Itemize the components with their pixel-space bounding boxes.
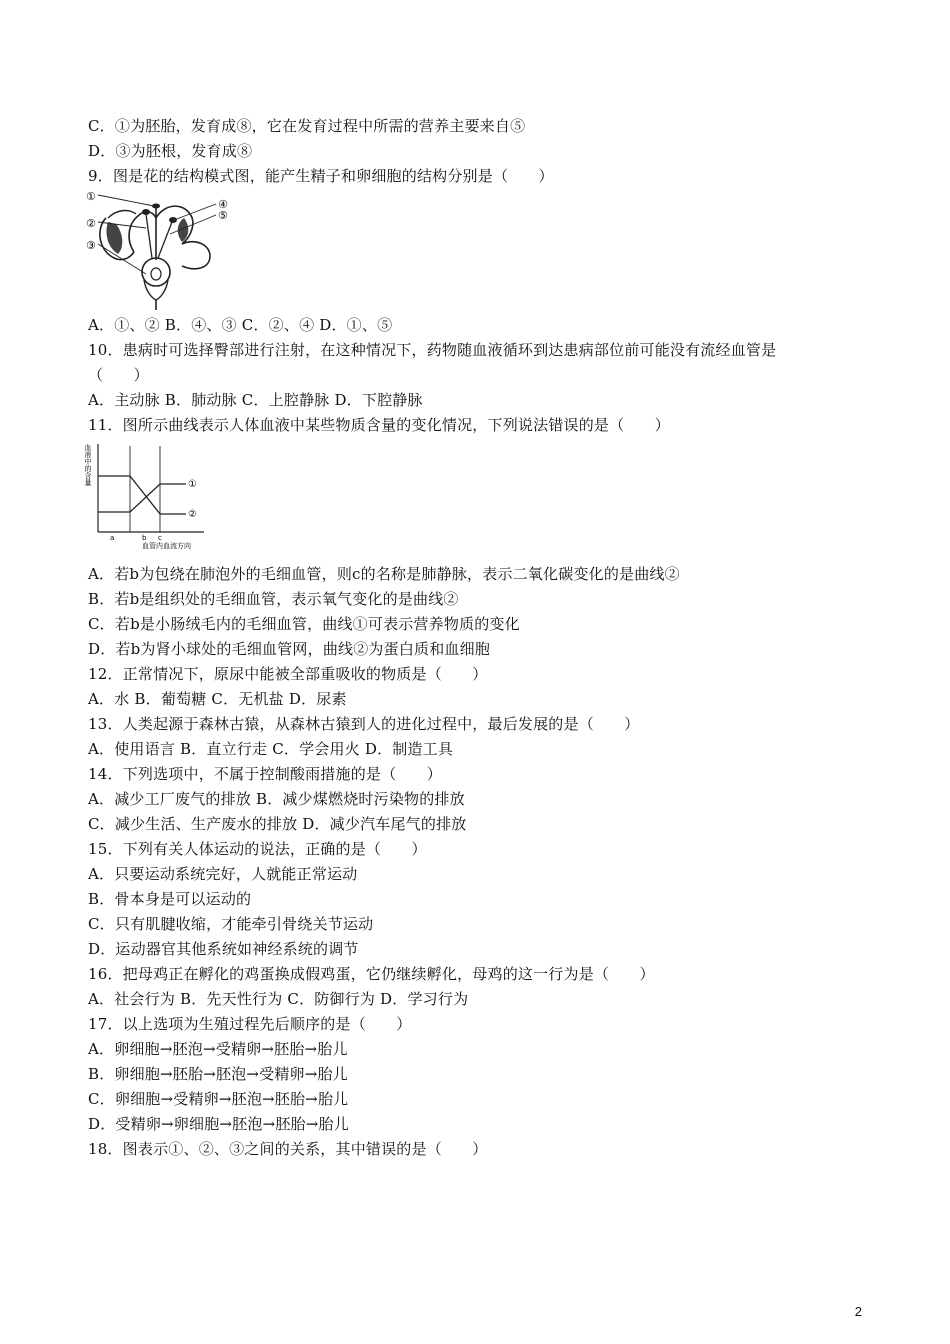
option-15a: A．只要运动系统完好，人就能正常运动 <box>88 865 358 883</box>
curve-label-2: ② <box>188 509 197 520</box>
option-11b: B．若b是组织处的毛细血管，表示氧气变化的是曲线② <box>88 590 459 608</box>
options-13: A．使用语言 B．直立行走 C．学会用火 D．制造工具 <box>88 740 454 758</box>
question-11: 11．图所示曲线表示人体血液中某些物质含量的变化情况，下列说法错误的是（ ） <box>88 416 670 434</box>
option-11c: C．若b是小肠绒毛内的毛细血管，曲线①可表示营养物质的变化 <box>88 615 520 633</box>
option-11d: D．若b为肾小球处的毛细血管网，曲线②为蛋白质和血细胞 <box>88 640 491 658</box>
curve-label-1: ① <box>188 479 197 490</box>
question-13: 13．人类起源于森林古猿，从森林古猿到人的进化过程中，最后发展的是（ ） <box>88 715 640 733</box>
tick-a: a <box>110 534 115 542</box>
question-10-bracket: （ ） <box>88 366 149 384</box>
curve-2 <box>98 476 186 514</box>
option-17b: B．卵细胞→胚胎→胚泡→受精卵→胎儿 <box>88 1065 348 1083</box>
question-16: 16．把母鸡正在孵化的鸡蛋换成假鸡蛋，它仍继续孵化，母鸡的这一行为是（ ） <box>88 965 655 983</box>
option-17a: A．卵细胞→胚泡→受精卵→胚胎→胎儿 <box>88 1040 348 1058</box>
flower-label-4: ④ <box>218 198 228 211</box>
question-18: 18．图表示①、②、③之间的关系，其中错误的是（ ） <box>88 1140 488 1158</box>
flower-label-5: ⑤ <box>218 209 228 222</box>
question-12: 12．正常情况下，原尿中能被全部重吸收的物质是（ ） <box>88 665 488 683</box>
options-14-ab: A．减少工厂废气的排放 B．减少煤燃烧时污染物的排放 <box>88 790 465 808</box>
option-15c: C．只有肌腱收缩，才能牵引骨绕关节运动 <box>88 915 374 933</box>
options-9: A．①、② B．④、③ C．②、④ D．①、⑤ <box>88 316 393 334</box>
option-15b: B．骨本身是可以运动的 <box>88 890 252 908</box>
option-15d: D．运动器官其他系统如神经系统的调节 <box>88 940 359 958</box>
question-17: 17．以上选项为生殖过程先后顺序的是（ ） <box>88 1015 412 1033</box>
question-10: 10．患病时可选择臀部进行注射，在这种情况下，药物随血液循环到达患病部位前可能没有流经血管是 <box>88 341 777 359</box>
flower-label-1: ① <box>86 190 96 203</box>
option-8d: D．③为胚根，发育成⑧ <box>88 142 253 160</box>
tick-b: b <box>142 534 147 542</box>
flower-label-3: ③ <box>86 239 96 252</box>
options-14-cd: C．减少生活、生产废水的排放 D．减少汽车尾气的排放 <box>88 815 467 833</box>
page-number: 2 <box>854 1304 862 1319</box>
question-9: 9．图是花的结构模式图，能产生精子和卵细胞的结构分别是（ ） <box>88 167 554 185</box>
blood-curve-chart <box>86 436 210 552</box>
option-17d: D．受精卵→卵细胞→胚泡→胚胎→胎儿 <box>88 1115 349 1133</box>
option-17c: C．卵细胞→受精卵→胚泡→胚胎→胎儿 <box>88 1090 349 1108</box>
curve-ylabel: 血液中的含量 <box>84 444 92 486</box>
question-14: 14．下列选项中，不属于控制酸雨措施的是（ ） <box>88 765 442 783</box>
question-15: 15．下列有关人体运动的说法，正确的是（ ） <box>88 840 427 858</box>
options-12: A．水 B．葡萄糖 C．无机盐 D．尿素 <box>88 690 347 708</box>
flower-diagram <box>86 188 236 312</box>
option-11a: A．若b为包绕在肺泡外的毛细血管，则c的名称是肺静脉，表示二氧化碳变化的是曲线② <box>88 565 680 583</box>
tick-c: c <box>158 534 162 542</box>
curve-xlabel: 血管内血流方向 <box>142 542 191 550</box>
options-10: A．主动脉 B．肺动脉 C．上腔静脉 D．下腔静脉 <box>88 391 423 409</box>
flower-label-2: ② <box>86 217 96 230</box>
option-8c: C．①为胚胎，发育成⑧，它在发育过程中所需的营养主要来自⑤ <box>88 117 526 135</box>
curve-1 <box>98 484 186 512</box>
options-16: A．社会行为 B．先天性行为 C．防御行为 D．学习行为 <box>88 990 469 1008</box>
